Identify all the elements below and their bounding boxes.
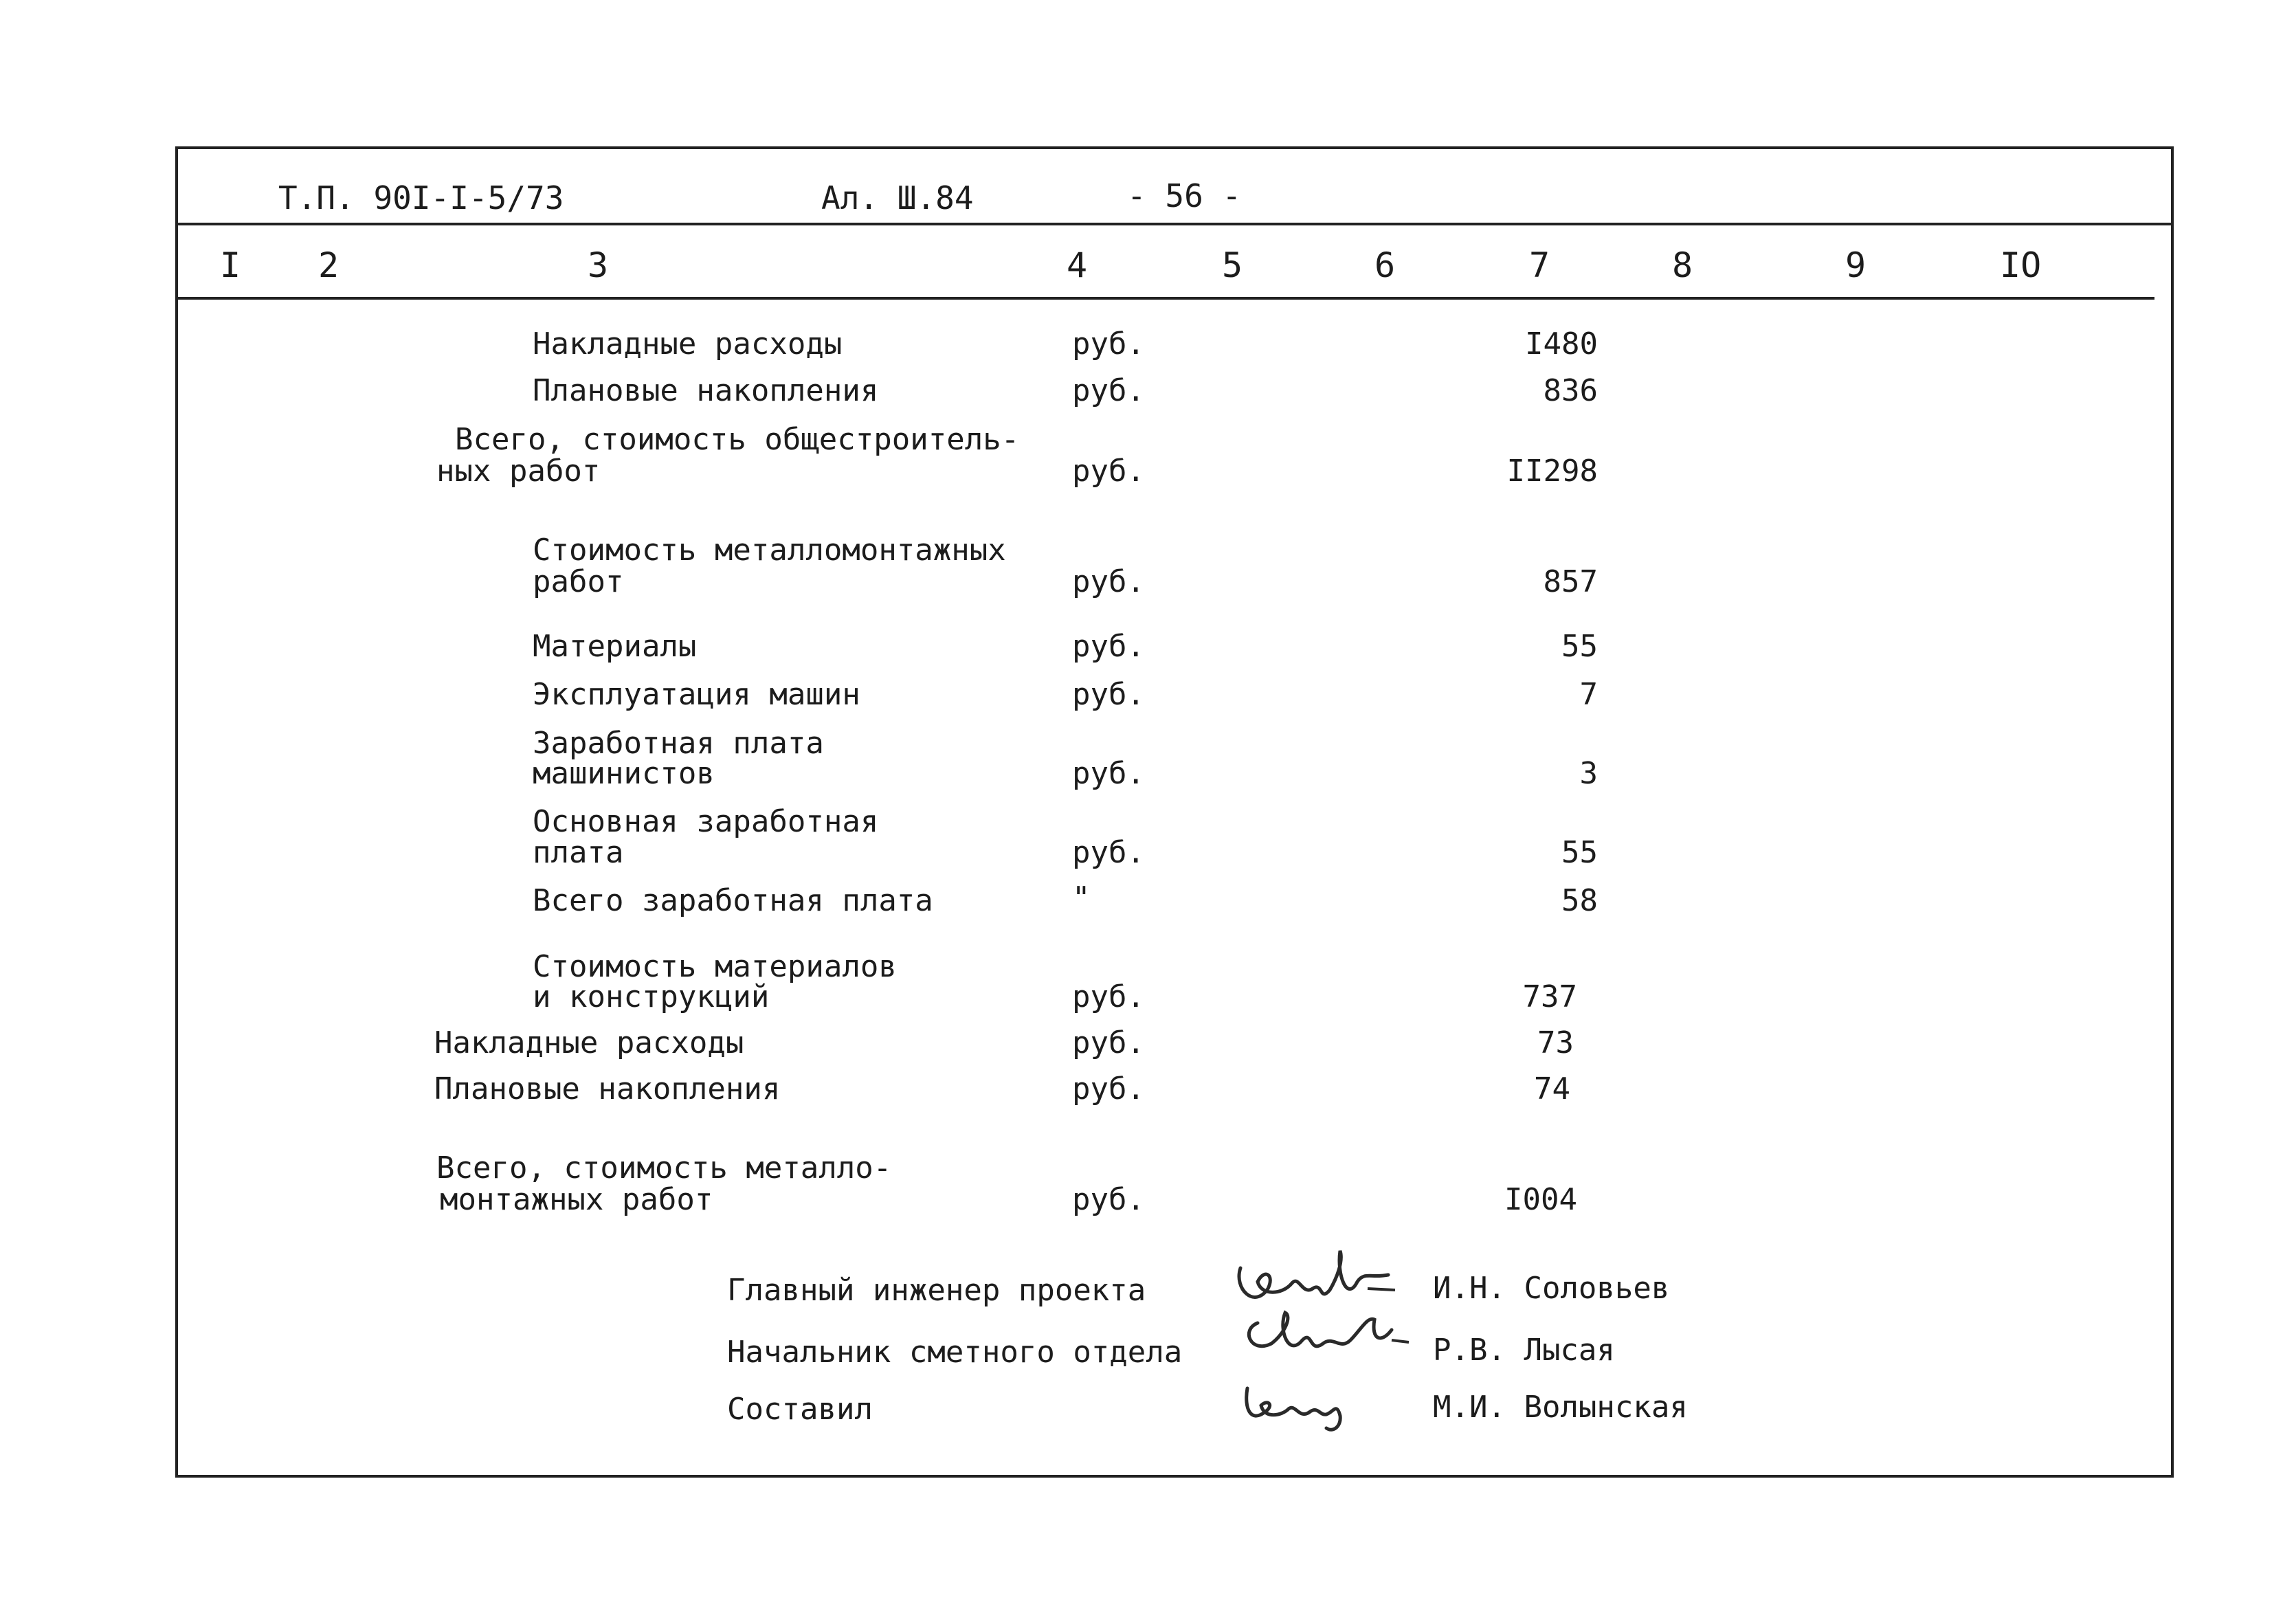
row-unit: руб.: [1072, 979, 1145, 1014]
project-code: Т.П. 90I-I-5/73: [278, 179, 564, 216]
row-label: Плановые накопления: [533, 373, 879, 408]
row-value: 58: [1561, 883, 1598, 918]
row-label-continued: работ: [533, 564, 624, 599]
row-label: Эксплуатация машин: [533, 677, 860, 712]
row-value: 857: [1543, 564, 1598, 599]
row-unit: руб.: [1072, 1071, 1145, 1106]
row-label-continued: ных работ: [436, 454, 601, 489]
row-label: Всего, стоимость общестроитель-: [455, 422, 1020, 457]
handwritten-signature-icon: [1237, 1302, 1416, 1371]
row-label: Всего заработная плата: [533, 883, 933, 918]
row-value: 836: [1543, 373, 1598, 408]
row-unit: руб.: [1072, 326, 1145, 361]
row-value: 737: [1522, 979, 1577, 1014]
row-value: 73: [1537, 1025, 1574, 1060]
signature-role: Начальник сметного отдела: [727, 1335, 1183, 1370]
row-unit: руб.: [1072, 677, 1145, 712]
row-label-continued: и конструкций: [533, 979, 770, 1014]
row-value: I480: [1525, 326, 1598, 361]
row-unit: руб.: [1072, 1182, 1145, 1217]
row-value: 55: [1561, 835, 1598, 870]
row-unit: руб.: [1072, 373, 1145, 408]
column-number: 7: [1529, 245, 1550, 285]
row-label: Материалы: [533, 629, 697, 664]
header-divider: [175, 223, 2174, 225]
column-number: 8: [1672, 245, 1693, 285]
handwritten-signature-icon: [1237, 1375, 1361, 1436]
column-number: 3: [588, 245, 609, 285]
row-value: 74: [1534, 1071, 1570, 1106]
column-number: 2: [318, 245, 339, 285]
row-unit: руб.: [1072, 454, 1145, 489]
row-label: Стоимость материалов: [533, 949, 897, 984]
row-unit: ": [1072, 880, 1091, 915]
row-label: Основная заработная: [533, 804, 879, 839]
row-label-continued: плата: [533, 835, 624, 870]
page-number: - 56 -: [1127, 177, 1242, 214]
row-label: Заработная плата: [533, 726, 824, 761]
page-frame: [175, 146, 2174, 1478]
row-value: I004: [1504, 1182, 1577, 1217]
row-label-continued: монтажных работ: [440, 1182, 713, 1217]
column-header-divider: [175, 297, 2154, 300]
column-number: 6: [1374, 245, 1396, 285]
signatory-name: И.Н. Соловьев: [1433, 1271, 1670, 1306]
row-unit: руб.: [1072, 564, 1145, 599]
row-unit: руб.: [1072, 629, 1145, 664]
row-label: Всего, стоимость металло-: [436, 1150, 892, 1186]
row-value: 3: [1579, 756, 1598, 791]
row-unit: руб.: [1072, 1025, 1145, 1060]
row-label: Накладные расходы: [434, 1025, 744, 1060]
row-label: Плановые накопления: [434, 1071, 781, 1106]
signature-role: Главный инженер проекта: [727, 1273, 1146, 1308]
row-value: II298: [1506, 454, 1598, 489]
row-unit: руб.: [1072, 756, 1145, 791]
column-number: 4: [1067, 245, 1088, 285]
album-number: Ал. Ш.84: [821, 179, 974, 216]
row-label: Накладные расходы: [533, 326, 843, 361]
row-unit: руб.: [1072, 835, 1145, 870]
signature-role: Составил: [727, 1392, 873, 1427]
signatory-name: Р.В. Лысая: [1433, 1333, 1615, 1368]
row-label-continued: машинистов: [533, 756, 715, 791]
row-label: Стоимость металломонтажных: [533, 533, 1006, 568]
column-number: 9: [1845, 245, 1867, 285]
signatory-name: М.И. Волынская: [1433, 1390, 1688, 1425]
column-number: IO: [2000, 245, 2042, 285]
column-number: 5: [1222, 245, 1243, 285]
column-number: I: [220, 245, 241, 285]
row-value: 55: [1561, 629, 1598, 664]
row-value: 7: [1579, 677, 1598, 712]
